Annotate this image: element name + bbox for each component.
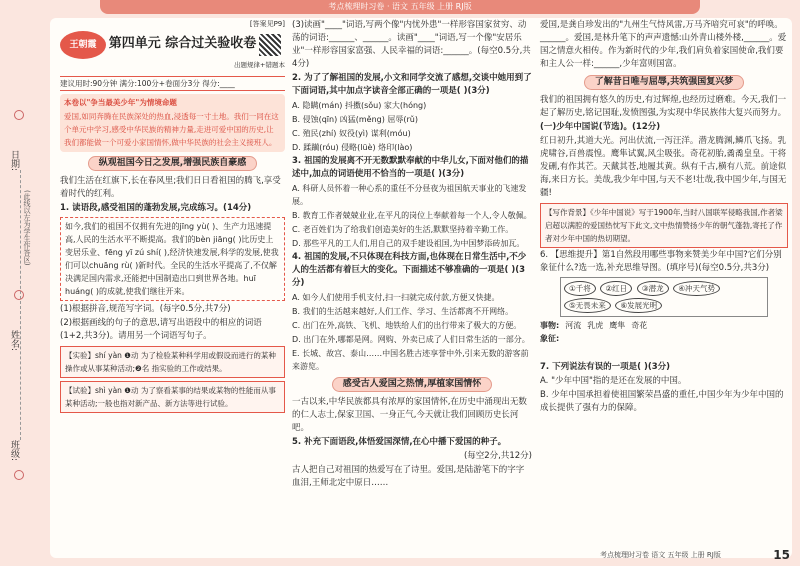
option[interactable]: B. 少年中国承担着使祖国繁荣昌盛的重任,中国少年为少年中国的成长提供了强有力的保障。: [540, 390, 784, 413]
question-2: 2. 为了了解祖国的发展,小文和同学交流了感想,交谈中她用到了下面词语,其中加点字读音全部正确的一项是( )(3分): [292, 73, 532, 96]
option[interactable]: D. 蹂躏(róu) 侵略(lüè) 烙印(lào): [292, 143, 413, 152]
option[interactable]: B. 教育工作者兢兢业业,在平凡的岗位上奉献着每一个人,令人敬佩。: [292, 211, 532, 220]
section-intro: 一古以来,中华民族都具有浓厚的家国情怀,在历史中涌现出无数的仁人志士,保家卫国、一身正气,今天就让我们回顾历史长河吧。: [292, 397, 527, 433]
section-heading: [292, 377, 532, 392]
cut-line: [20, 170, 21, 440]
binding-margin: [0, 0, 50, 566]
intro-label: 本卷以"争当最美少年"为情境命题: [64, 98, 177, 107]
footer-text: 考点梳理时习卷 语文 五年级 上册 RJ版: [600, 551, 721, 559]
mind-map-row-label: 事物:: [540, 321, 560, 330]
question-1-part-b: (2)根据画线的句子的意思,请写出语段中的相应的词语(1+2,共3分)。请用另一个词语写句子。: [60, 318, 262, 341]
column-right: [540, 18, 788, 416]
reading-passage: 红日初升,其道大光。河出伏流,一泻汪洋。潜龙腾渊,鳞爪飞扬。乳虎啸谷,百兽震惶。鹰隼试翼,风尘吸张。奇花初胎,矞矞皇皇。干将发硎,有作其芒。天戴其苍,地履其黄。纵有千古,横有八荒。前途似海,来日方长。美哉,我少年中国,与天不老!壮哉,我中国少年,与国无疆!: [540, 136, 787, 198]
intro-text: 爱国,如同奔腾在民族深处的热血,浸透每一寸土地。我们一同在这个单元中学习,感受中华民族的精神力量,走进可爱中国的历史,让我们都能做一个可爱小家国情怀,做中华民族的社会主义接班人。: [64, 112, 279, 147]
mind-map-item: 鹰隼: [609, 321, 626, 330]
binding-hole: [14, 290, 24, 300]
exam-meta: 建议用时:90分钟 满分:100分+卷面分3分 得分:____: [60, 76, 285, 91]
question-1-part-c: (3)读画"____"词语,写两个像"内忧外患"一样形容国家贫穷、动荡的词语:______、______。读画"____"词语,写一个像"安居乐业"一样形容国家富强、人民幸福的词语:______。(每空0.5分,共4分): [292, 20, 531, 69]
choice: ⑤无畏未来: [564, 298, 611, 313]
brand-logo: 王朝霞: [60, 31, 106, 59]
passage-box: 如今,我们的祖国不仅拥有先进的jīng yù( )、生产力迅速提高,人民的生活水平不断提高。我们的bèn jiāng( )比历史上变居乐业、fēng yī zú shí( ),经济快速发展,科学的发展,使我们可以chuāng rù( )新时代。全民的生活水平提高了,不仅解决满足国内需求,还能把中国制造出口到世界各地。huī huáng( )的成就,使我们继往开来。: [60, 217, 285, 301]
cut-line-note: (此线以左为学生作答区): [23, 190, 31, 266]
option[interactable]: B. 侵蚀(qīn) 凶猛(měng) 屈辱(rǔ): [292, 115, 418, 124]
mind-map-row-label: 象征:: [540, 334, 560, 343]
question-3-options: [292, 182, 532, 250]
option[interactable]: A. 隐瞒(mán) 抖擞(sǒu) 家大(hóng): [292, 101, 427, 110]
choice: ③潜龙: [637, 281, 669, 296]
question-6-prompt: 6. 【思维提升】第1自然段用哪些事物来赞美少年中国?它们分别象征什么?选一选,补充思维导图。(填序号)(每空0.5分,共3分): [540, 250, 782, 273]
option[interactable]: E. 长城、故宫、泰山……中国名胜古迹享誉中外,引来无数的游客前来游览。: [292, 349, 529, 371]
qr-code: [259, 34, 281, 56]
unit-title: 第四单元 综合过关验收卷: [108, 36, 257, 51]
section-heading: [60, 156, 285, 171]
date-label: 日期:: [9, 150, 19, 172]
option[interactable]: D. 出门在外,哪都是网。网购、外卖已成了人们日常生活的一部分。: [292, 335, 530, 344]
option[interactable]: D. 那些平凡的工人们,用自己的双手建设祖国,为中国梦添砖加瓦。: [292, 239, 525, 248]
choice-box: [560, 277, 768, 317]
choice: ④冲天气势: [673, 281, 720, 296]
option[interactable]: A. 如今人们使用手机支付,扫一扫就完成付款,方便又快捷。: [292, 293, 500, 302]
question-1: 1. 读语段,感受祖国的蓬勃发展,完成练习。(14分): [60, 203, 252, 213]
section-title: 了解昔日唯与屈辱,共筑强国复兴梦: [584, 75, 744, 90]
question-5-score: (每空2分,共12分): [463, 451, 532, 461]
column-middle: [292, 18, 532, 491]
mind-map-item: 奇花: [631, 321, 648, 330]
section-intro: 我们生活在红旗下,长在春风里;我们日日看祖国的腾飞,享受着时代的红利。: [60, 176, 281, 199]
choice: ⑥发展光明: [615, 298, 662, 313]
background-note: 【写作背景】《少年中国说》写于1900年,当时八国联军侵略我国,作者梁启超以满腔的爱国热忱写下此文,文中热情赞扬少年的朝气蓬勃,寄托了作者对少年中国的热切期望。: [540, 203, 788, 248]
mind-map-items: [540, 319, 788, 332]
question-1-part-a: (1)根据拼音,规范写字词。(每字0.5分,共7分): [60, 304, 231, 314]
choice: ②红日: [600, 281, 632, 296]
column-left: [60, 18, 285, 413]
section-intro: 我们的祖国拥有悠久的历史,有过辉煌,也经历过磨难。今天,我们一起了解历史,铭记国耻,发愤图强,为实现中华民族伟大复兴而努力。: [540, 95, 787, 118]
question-4: 4. 祖国的发展,不只体现在科技方面,也体现在日常生活中,不少人的生活都有着巨大的变化。下面描述不够准确的一项是( )(3分): [292, 252, 527, 288]
name-label: 姓名:: [9, 330, 19, 352]
option[interactable]: A. "少年中国"指的是还在发展的中国。: [540, 376, 687, 386]
binding-hole: [14, 470, 24, 480]
option[interactable]: C. 殖民(zhí) 奴役(yì) 谋利(móu): [292, 129, 411, 138]
mind-map-symbol-row: [540, 332, 788, 360]
question-7: 7. 下列说法有误的一项是( )(3分): [540, 362, 671, 372]
mind-map-item: 乳虎: [587, 321, 604, 330]
option[interactable]: B. 我们的生活越来越好,人们工作、学习、生活都离不开网络。: [292, 307, 514, 316]
top-banner: 考点梳理时习卷 · 语文 五年级 上册 RJ版: [100, 0, 700, 14]
section-title: 感受古人爱国之热情,厚植家国情怀: [332, 377, 492, 392]
dictionary-note: 【实验】shí yàn ❶动 为了检验某种科学用或假设而进行的某种操作或从事某种活动;❷名 指实验的工作或结果。: [60, 346, 285, 378]
page-number: 15: [773, 548, 790, 562]
qr-note: 出题规律+错题本: [234, 61, 285, 69]
question-5-continued: 爱国,是龚自珍发出的"九州生气恃风雷,万马齐喑究可哀"的呼唤。______。爱国,是林升笔下的声声遗憾:山外青山楼外楼,______。爱国之情意火相传。作为新时代的少年,我们肩负着家国使命,我们要和主人公一样:______,少年富则国富。: [540, 20, 787, 69]
question-5-text: 古人把自己对祖国的热爱写在了诗里。爱国,是陆游笔下的字字血泪,王师北定中原日……: [292, 465, 525, 488]
section-title: 纵观祖国今日之发展,增强民族自豪感: [88, 156, 257, 171]
option[interactable]: C. 老百姓们为了给我们创造美好的生活,默默坚持着辛勤工作。: [292, 225, 514, 234]
option[interactable]: A. 科研人员怀着一种心系的重任不分昼夜为祖国航天事业的飞速发展。: [292, 184, 527, 206]
option[interactable]: C. 出门在外,高铁、飞机、地铁给人们的出行带来了极大的方便。: [292, 321, 522, 330]
choice: ①千将: [564, 281, 596, 296]
answer-page-ref: [答案见P9]: [249, 20, 285, 28]
dictionary-note: 【试验】shì yàn ❶动 为了察看某事的结果或某物的性能而从事某种活动;一般也指对新产品、新方法等进行试验。: [60, 381, 285, 413]
class-label: 班级:: [9, 440, 19, 462]
mind-map-item: 河流: [565, 321, 582, 330]
binding-hole: [14, 110, 24, 120]
question-3: 3. 祖国的发展离不开无数默默奉献的中华儿女,下面对他们的描述中,加点的词语使用不恰当的一项是( )(3分): [292, 156, 529, 179]
question-4-options: [292, 291, 532, 373]
question-6: (一)少年中国说(节选)。(12分): [540, 122, 661, 132]
section-heading: [540, 75, 788, 90]
question-5: 5. 补充下面语段,体悟爱国深情,在心中播下爱国的种子。: [292, 437, 507, 447]
question-2-options: [292, 99, 532, 154]
intro-box: [60, 94, 285, 152]
